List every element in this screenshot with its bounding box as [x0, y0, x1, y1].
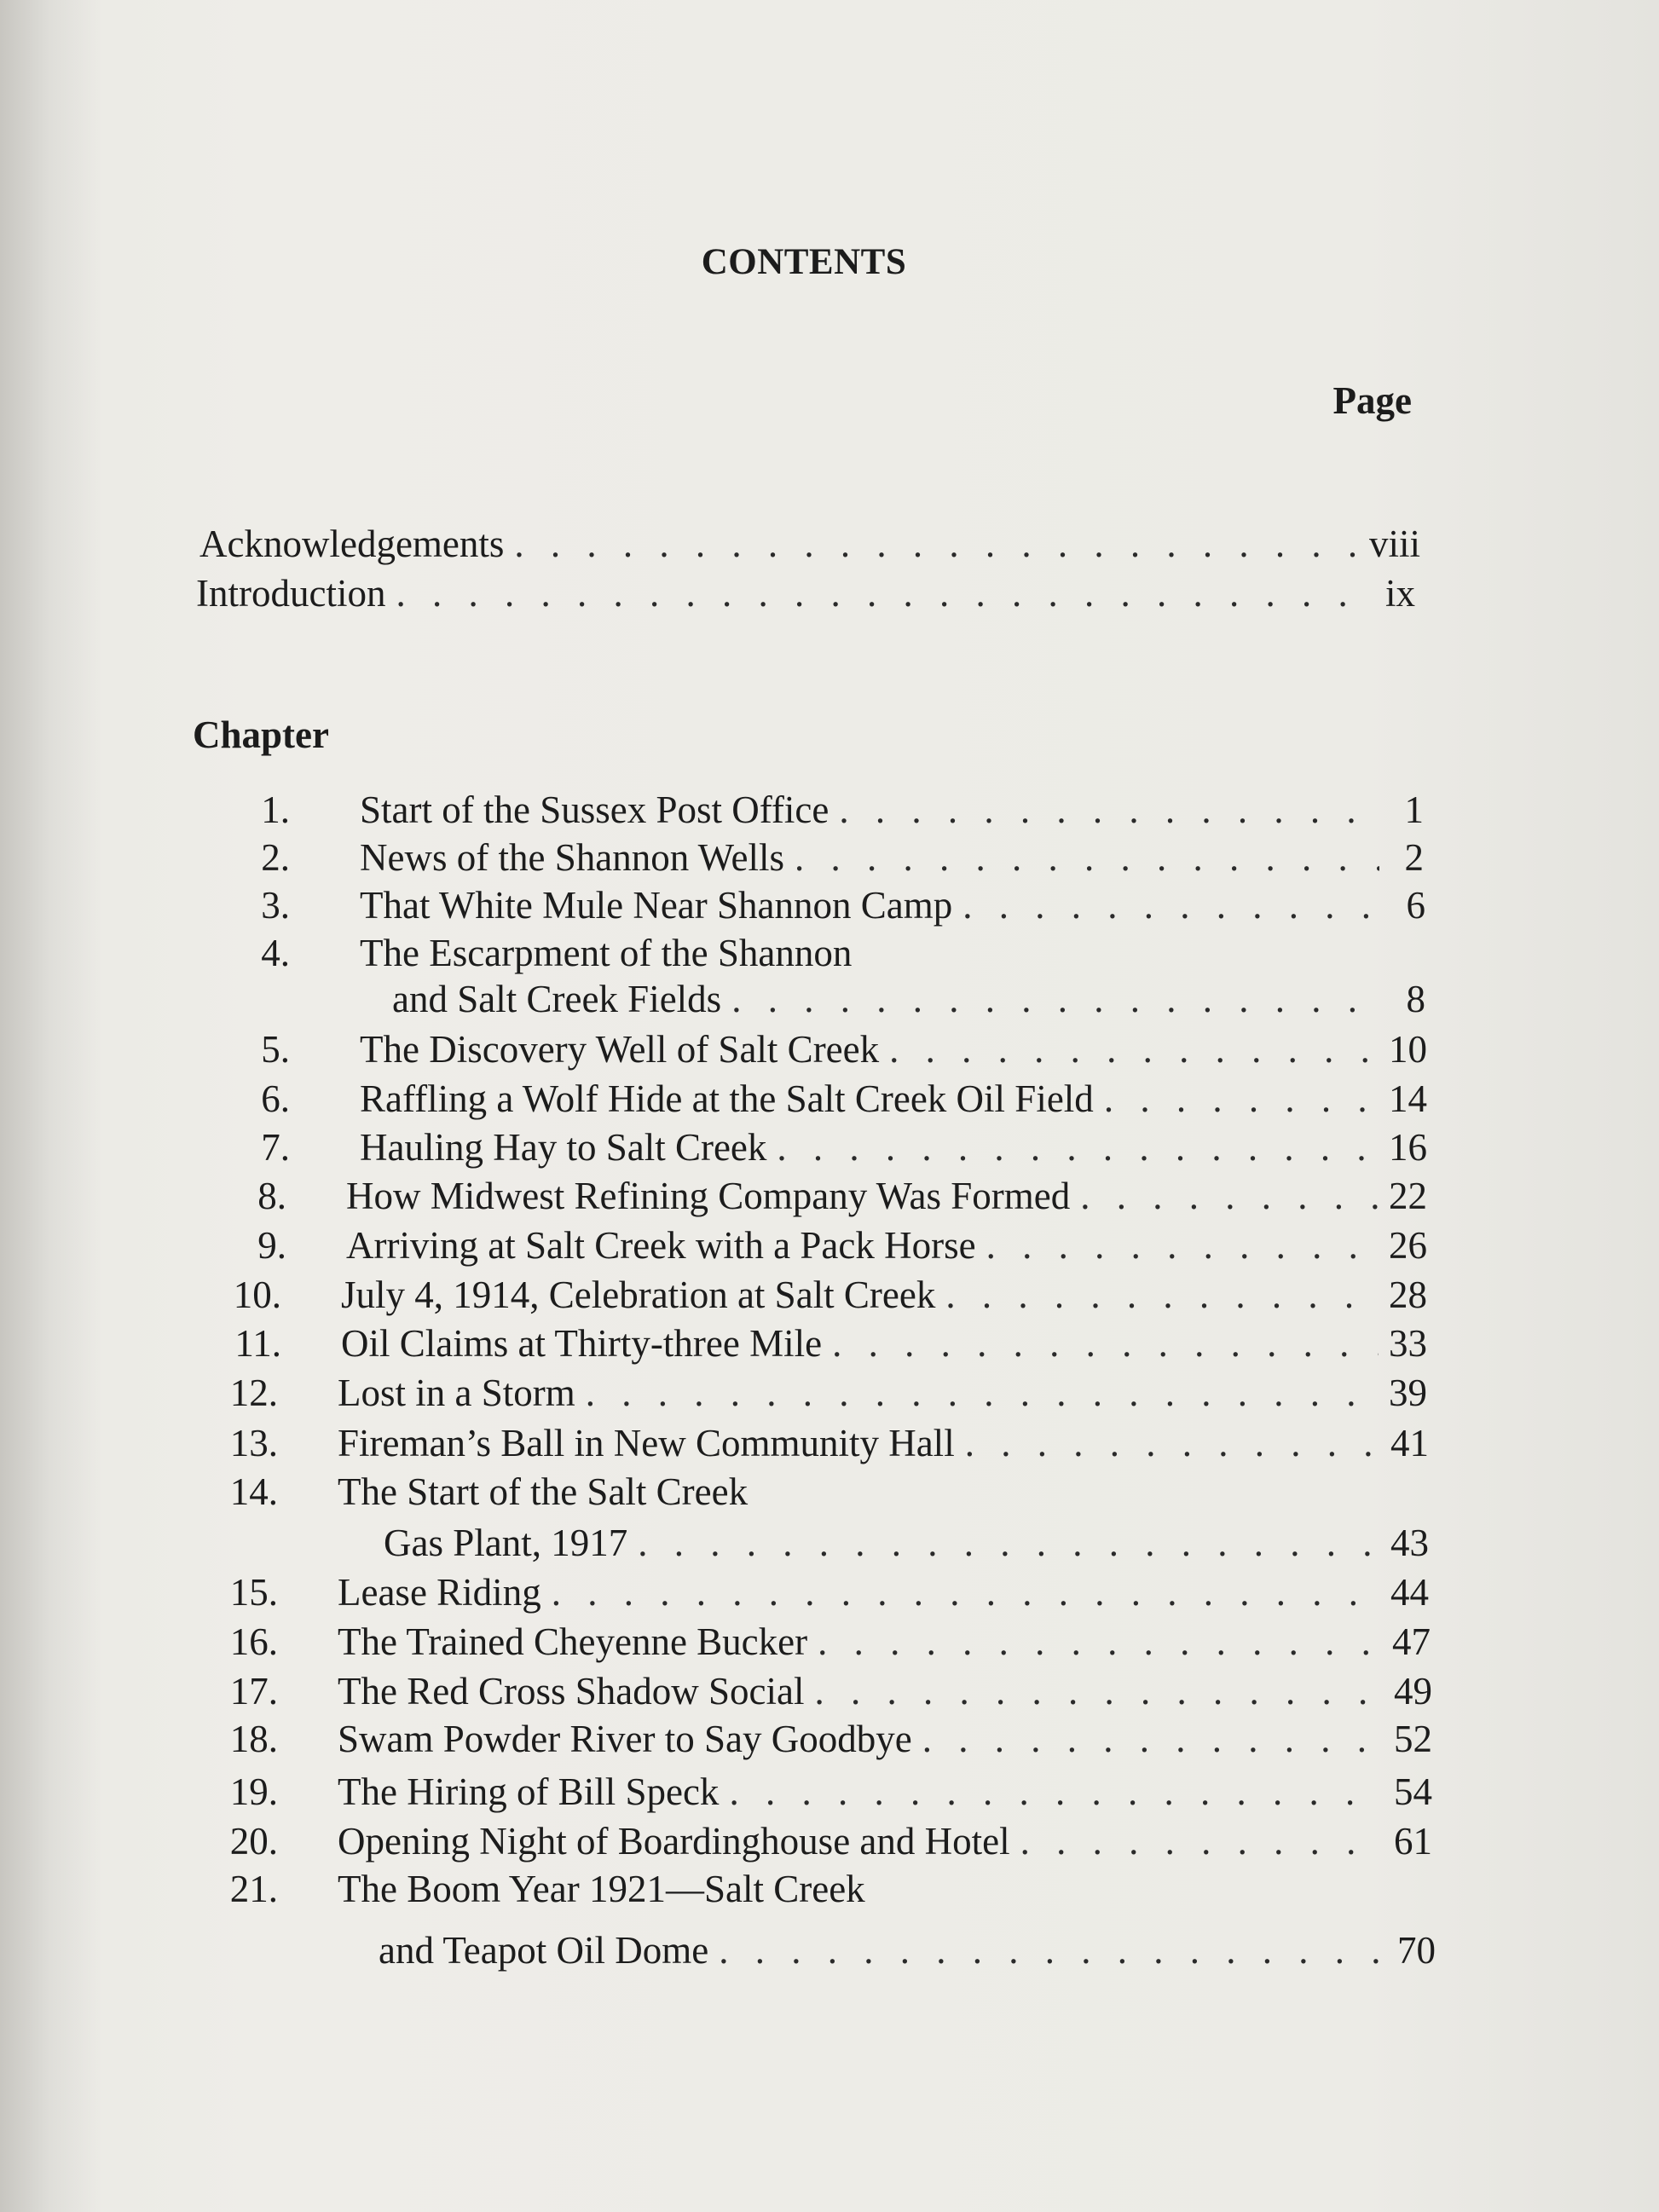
chapter-title: Fireman’s Ball in New Community Hall	[338, 1422, 955, 1464]
chapter-title: The Escarpment of the Shannon	[360, 932, 853, 974]
toc-chapter-row	[159, 1770, 1432, 1814]
chapter-title-continued: and Salt Creek Fields	[392, 978, 722, 1020]
chapter-page: 43	[1390, 1522, 1429, 1564]
chapter-number: 17.	[229, 1670, 278, 1712]
chapter-number: 8.	[257, 1175, 286, 1217]
toc-chapter-row	[167, 1223, 1427, 1268]
chapter-number: 14.	[229, 1470, 278, 1513]
toc-chapter-row	[171, 931, 1194, 975]
chapter-title-continued: Gas Plant, 1917	[384, 1522, 628, 1564]
dot-leader	[552, 1570, 1380, 1614]
chapter-page: 54	[1394, 1770, 1432, 1813]
toc-chapter-row	[159, 1421, 1429, 1465]
chapter-number: 2.	[261, 836, 290, 879]
dot-leader	[889, 1027, 1379, 1071]
chapter-number: 3.	[261, 884, 290, 927]
chapter-number: 19.	[229, 1770, 278, 1813]
chapter-number: 21.	[229, 1868, 278, 1910]
dot-leader	[818, 1620, 1382, 1664]
toc-entry-introduction	[196, 571, 1415, 615]
chapter-page: 33	[1389, 1322, 1427, 1365]
toc-chapter-row	[171, 835, 1424, 880]
chapter-title: Raffling a Wolf Hide at the Salt Creek Oil Field	[360, 1077, 1094, 1120]
dot-leader	[839, 788, 1379, 832]
toc-chapter-row	[159, 1819, 1432, 1863]
chapter-number: 13.	[229, 1422, 278, 1464]
chapter-number: 9.	[257, 1224, 286, 1267]
dot-leader	[814, 1669, 1384, 1713]
chapter-page: 8	[1406, 978, 1425, 1020]
page-column-heading: Page	[1332, 379, 1412, 422]
toc-chapter-row	[159, 1371, 1427, 1415]
chapter-title: Start of the Sussex Post Office	[360, 788, 830, 831]
chapter-title: Arriving at Salt Creek with a Pack Horse	[346, 1224, 976, 1267]
dot-leader	[832, 1321, 1379, 1366]
chapter-page: 16	[1389, 1126, 1427, 1169]
chapter-number: 10.	[233, 1273, 281, 1316]
toc-entry-label: Introduction	[196, 572, 386, 615]
dot-leader	[586, 1371, 1379, 1415]
chapter-title: How Midwest Refining Company Was Formed	[346, 1175, 1071, 1217]
chapter-number: 5.	[261, 1028, 290, 1071]
dot-leader	[1104, 1077, 1379, 1121]
toc-chapter-row	[159, 1570, 1429, 1614]
dot-leader	[719, 1928, 1387, 1972]
dot-leader	[731, 977, 1381, 1021]
chapter-title: Opening Night of Boardinghouse and Hotel	[338, 1820, 1010, 1863]
chapter-title: That White Mule Near Shannon Camp	[360, 884, 953, 927]
chapter-title: Oil Claims at Thirty-three Mile	[341, 1322, 823, 1365]
toc-chapter-row	[159, 1620, 1431, 1664]
chapter-number: 12.	[229, 1372, 278, 1414]
toc-chapter-row	[159, 1867, 1182, 1911]
toc-chapter-row	[171, 1027, 1427, 1071]
gutter-shadow	[0, 0, 102, 2212]
toc-chapter-row	[167, 1174, 1427, 1218]
chapter-page: 28	[1389, 1273, 1427, 1316]
dot-leader	[777, 1125, 1379, 1170]
chapter-title: July 4, 1914, Celebration at Salt Creek	[341, 1273, 936, 1316]
dot-leader	[729, 1770, 1384, 1814]
dot-leader	[514, 522, 1359, 566]
chapter-page: 47	[1392, 1620, 1431, 1663]
chapter-page: 26	[1389, 1224, 1427, 1267]
chapter-number: 7.	[261, 1126, 290, 1169]
dot-leader	[638, 1521, 1380, 1565]
chapter-title: The Boom Year 1921—Salt Creek	[338, 1868, 865, 1910]
toc-chapter-row	[159, 1669, 1432, 1713]
dot-leader	[965, 1421, 1380, 1465]
chapter-number: 15.	[229, 1571, 278, 1614]
chapter-page: 52	[1394, 1718, 1432, 1760]
chapter-title: The Discovery Well of Salt Creek	[360, 1028, 880, 1071]
chapter-page: 1	[1404, 788, 1424, 831]
chapter-title: The Trained Cheyenne Bucker	[338, 1620, 808, 1663]
toc-chapter-row	[159, 1717, 1432, 1761]
chapter-page: 61	[1394, 1820, 1432, 1863]
chapter-title: The Red Cross Shadow Social	[338, 1670, 805, 1712]
chapter-title: News of the Shannon Wells	[360, 836, 784, 879]
page-title: CONTENTS	[701, 242, 907, 282]
toc-chapter-row-continued	[384, 1521, 1429, 1565]
dot-leader	[1020, 1819, 1384, 1863]
dot-leader	[1080, 1174, 1379, 1218]
dot-leader	[962, 883, 1381, 927]
toc-chapter-row	[159, 1470, 1182, 1514]
toc-chapter-row	[162, 1273, 1427, 1317]
chapter-page: 2	[1404, 836, 1424, 879]
chapter-title: Lost in a Storm	[338, 1372, 575, 1414]
chapter-page: 6	[1406, 884, 1425, 927]
toc-entry-page: ix	[1384, 572, 1415, 615]
chapter-number: 11.	[234, 1322, 281, 1365]
dot-leader	[945, 1273, 1379, 1317]
chapter-page: 44	[1390, 1571, 1429, 1614]
chapter-page: 14	[1389, 1077, 1427, 1120]
toc-entry-acknowledgements	[199, 522, 1420, 566]
chapter-title-continued: and Teapot Oil Dome	[379, 1929, 709, 1972]
chapter-title: The Start of the Salt Creek	[338, 1470, 749, 1513]
chapter-number: 1.	[261, 788, 290, 831]
chapter-page: 10	[1389, 1028, 1427, 1071]
chapter-page: 49	[1394, 1670, 1432, 1712]
chapter-title: The Hiring of Bill Speck	[338, 1770, 720, 1813]
chapter-number: 20.	[229, 1820, 278, 1863]
chapter-page: 39	[1389, 1372, 1427, 1414]
chapter-number: 4.	[261, 932, 290, 974]
toc-entry-page: viii	[1368, 523, 1420, 565]
dot-leader	[922, 1717, 1384, 1761]
dot-leader	[986, 1223, 1379, 1268]
chapter-page: 41	[1390, 1422, 1429, 1464]
chapter-number: 6.	[261, 1077, 290, 1120]
chapter-title: Swam Powder River to Say Goodbye	[338, 1718, 912, 1760]
dot-leader	[396, 571, 1371, 615]
chapter-heading: Chapter	[193, 713, 329, 756]
toc-chapter-row	[171, 1125, 1427, 1170]
dot-leader	[795, 835, 1379, 880]
toc-chapter-row-continued	[392, 977, 1425, 1021]
toc-chapter-row-continued	[379, 1928, 1436, 1972]
toc-chapter-row	[162, 1321, 1427, 1366]
chapter-number: 16.	[229, 1620, 278, 1663]
toc-chapter-row	[171, 788, 1424, 832]
toc-chapter-row	[171, 883, 1425, 927]
chapter-number: 18.	[229, 1718, 278, 1760]
chapter-title: Hauling Hay to Salt Creek	[360, 1126, 767, 1169]
toc-chapter-row	[171, 1077, 1427, 1121]
toc-entry-label: Acknowledgements	[199, 523, 505, 565]
chapter-page: 22	[1389, 1175, 1427, 1217]
chapter-page: 70	[1397, 1929, 1436, 1972]
chapter-title: Lease Riding	[338, 1571, 541, 1614]
